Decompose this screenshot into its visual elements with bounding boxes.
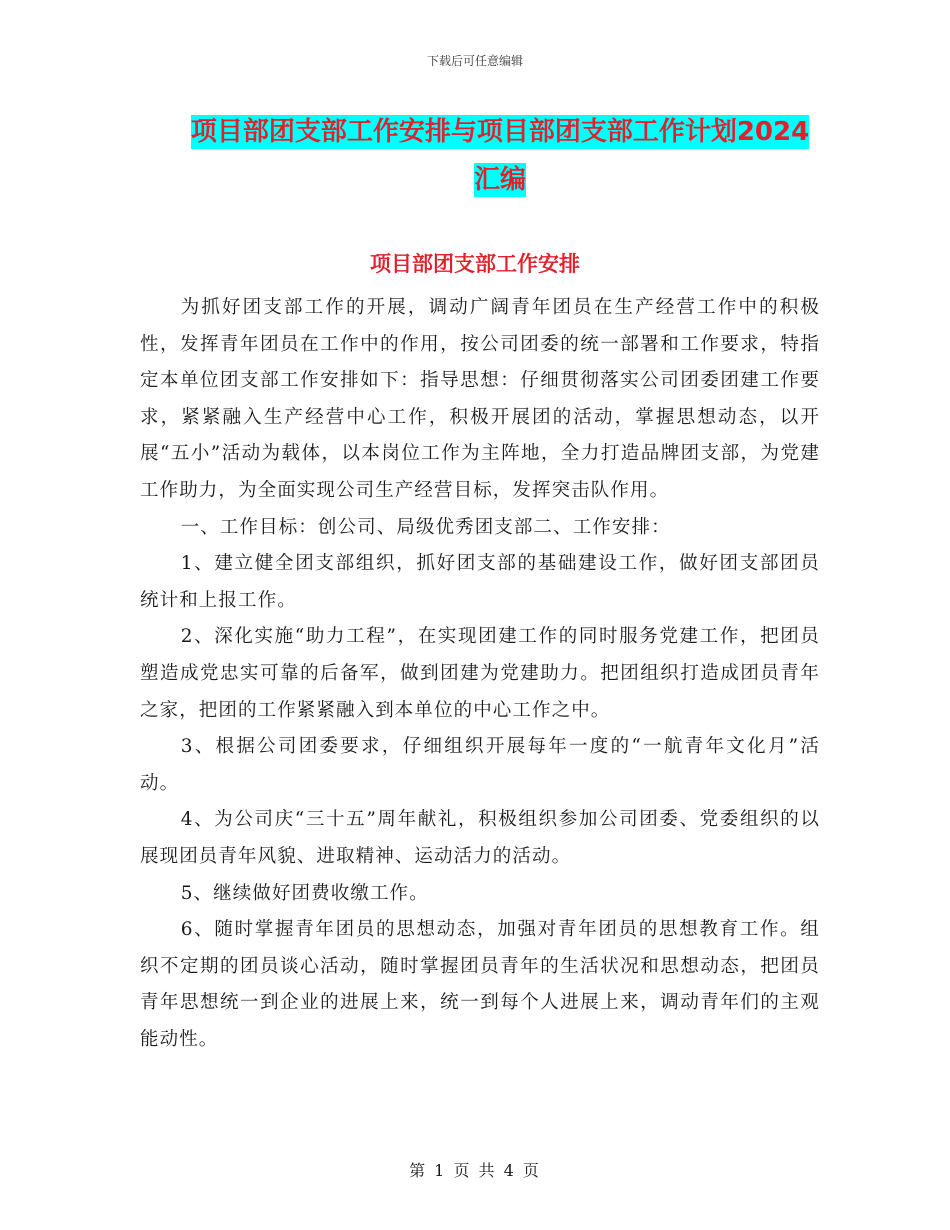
document-title (140, 108, 860, 204)
paragraph: 1、建立健全团支部组织，抓好团支部的基础建设工作，做好团支部团员统计和上报工作。 (140, 553, 820, 611)
header-note: 下载后可任意编辑 (426, 54, 523, 68)
section-title: 项目部团支部工作安排 (370, 252, 580, 276)
paragraph: 5、继续做好团费收缴工作。 (180, 882, 429, 904)
paragraph: 为抓好团支部工作的开展，调动广阔青年团员在生产经营工作中的积极性，发挥青年团员在工作中的作用，按公司团委的统一部署和工作要求，特指定本单位团支部工作安排如下：指导思想：仔细贯彻落实公司团委团建工作要求，紧紧融入生产经营中心工作，积极开展团的活动，掌握思想动态，以开展“五小”活动为载体，以本岗位工作为主阵地，全力打造品牌团支部，为党建工作助力，为全面实现公司生产经营目标，发挥突击队作用。 (140, 297, 820, 501)
paragraph: 2、深化实施“助力工程”，在实现团建工作的同时服务党建工作，把团员塑造成党忠实可靠的后备军，做到团建为党建助力。把团组织打造成团员青年之家，把团的工作紧紧融入到本单位的中心工作之中。 (140, 626, 820, 721)
paragraph: 4、为公司庆“三十五”周年献礼，积极组织参加公司团委、党委组织的以展现团员青年风貌、进取精神、运动活力的活动。 (140, 809, 820, 867)
page-footer: 第 1 页 共 4 页 (409, 1161, 541, 1180)
paragraph: 3、根据公司团委要求，仔细组织开展每年一度的“一航青年文化月”活动。 (140, 736, 820, 794)
document-body (140, 290, 820, 1058)
title-line-2: 汇编 (473, 165, 526, 195)
paragraph: 一、工作目标：创公司、局级优秀团支部二、工作安排： (180, 516, 671, 538)
title-line-1: 项目部团支部工作安排与项目部团支部工作计划2024 (190, 117, 810, 147)
paragraph: 6、随时掌握青年团员的思想动态，加强对青年团员的思想教育工作。组织不定期的团员谈心活动，随时掌握团员青年的生活状况和思想动态，把团员青年思想统一到企业的进展上来，统一到每个人进展上来，调动青年们的主观能动性。 (140, 919, 820, 1050)
